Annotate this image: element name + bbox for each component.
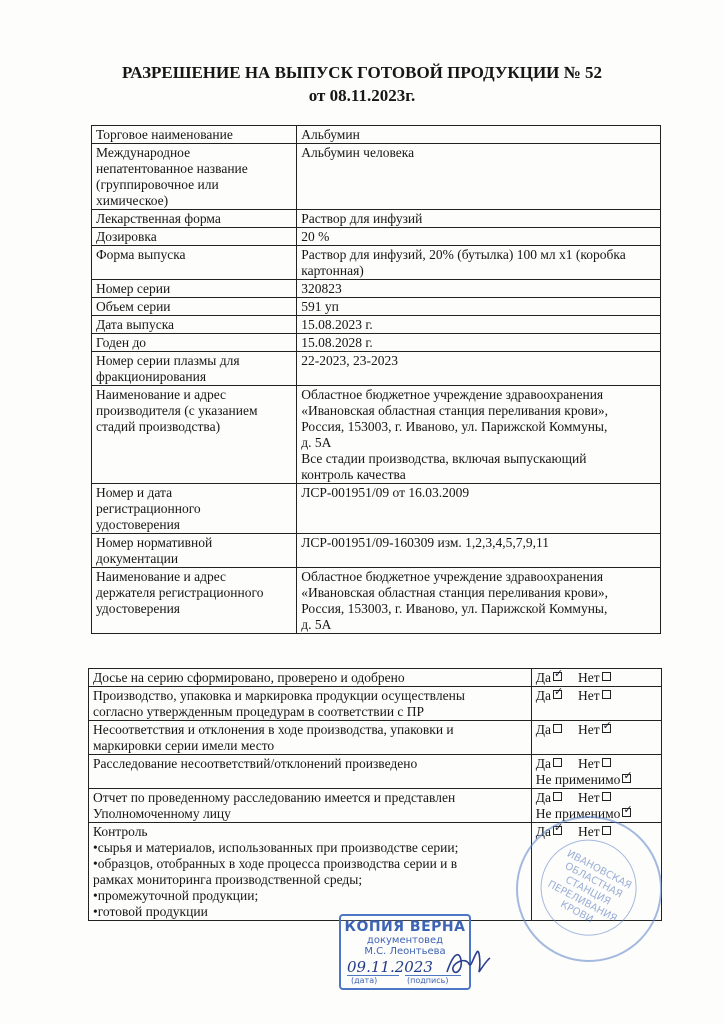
field-label: Дозировка	[92, 228, 297, 246]
no-label: Нет	[577, 756, 600, 771]
checklist-question: Несоответствия и отклонения в ходе производства, упаковки и маркировки серии имели место	[89, 721, 532, 755]
product-info-row	[92, 298, 661, 316]
checklist-row	[89, 721, 662, 755]
date-caption: (дата)	[351, 976, 378, 985]
field-label: Годен до	[92, 334, 297, 352]
checklist-question: Контроль •сырья и материалов, использованных при производстве серии; •образцов, отобранных в ходе процесса производства серии и в рамках мониторинга производственной среды; •промежуточной продукции; •готовой продукции	[89, 823, 532, 921]
field-label: Дата выпуска	[92, 316, 297, 334]
field-value: 15.08.2023 г.	[297, 316, 661, 334]
field-value: 15.08.2028 г.	[297, 334, 661, 352]
product-info-row	[92, 144, 661, 210]
no-option	[578, 790, 613, 805]
field-label: Международное непатентованное название (группировочное или химическое)	[92, 144, 297, 210]
product-info-row	[92, 568, 661, 634]
document-title: РАЗРЕШЕНИЕ НА ВЫПУСК ГОТОВОЙ ПРОДУКЦИИ № 52	[122, 63, 602, 82]
yes-label: Да	[535, 756, 551, 771]
yes-option	[536, 688, 564, 703]
no-label: Нет	[577, 688, 600, 703]
document-date: от 08.11.2023г.	[308, 86, 416, 105]
no-option	[578, 670, 613, 685]
no-label: Нет	[577, 722, 600, 737]
yes-label: Да	[535, 688, 551, 703]
no-option	[578, 756, 613, 771]
field-value: ЛСР-001951/09-160309 изм. 1,2,3,4,5,7,9,11	[297, 534, 661, 568]
yes-no-line	[536, 670, 657, 686]
field-label: Форма выпуска	[92, 246, 297, 280]
field-value: Альбумин	[297, 126, 661, 144]
field-label: Наименование и адрес держателя регистрационного удостоверения	[92, 568, 297, 634]
checklist-row	[89, 669, 662, 687]
empty-checkbox-icon	[553, 758, 562, 767]
yes-label: Да	[535, 790, 551, 805]
not-applicable-line	[536, 772, 657, 788]
field-value: 320823	[297, 280, 661, 298]
copy-stamp-name: М.С. Леонтьева	[364, 946, 446, 957]
field-value: Областное бюджетное учреждение здравоохранения «Ивановская областная станция переливания крови», Россия, 153003, г. Иваново, ул. Парижской Коммуны, д. 5А	[297, 568, 661, 634]
checklist-answer	[531, 687, 661, 721]
field-label: Номер и дата регистрационного удостоверения	[92, 484, 297, 534]
empty-checkbox-icon	[602, 758, 611, 767]
product-info-row	[92, 484, 661, 534]
seal-text: ИВАНОВСКАЯ ОБЛАСТНАЯ СТАНЦИЯ ПЕРЕЛИВАНИЯ КРОВИ	[545, 848, 634, 926]
checked-checkbox-icon	[622, 774, 631, 783]
yes-no-line	[536, 688, 657, 704]
product-info-row	[92, 386, 661, 484]
not-applicable-label: Не применимо	[535, 806, 621, 821]
empty-checkbox-icon	[602, 792, 611, 801]
yes-label: Да	[535, 722, 551, 737]
copy-stamp-heading: КОПИЯ ВЕРНА	[344, 919, 466, 935]
product-info-row	[92, 246, 661, 280]
field-value: 20 %	[297, 228, 661, 246]
checklist-row	[89, 755, 662, 789]
field-value: Областное бюджетное учреждение здравоохранения «Ивановская областная станция переливания крови», Россия, 153003, г. Иваново, ул. Парижской Коммуны, д. 5А Все стадии производства, включая выпускающий контроль качества	[297, 386, 661, 484]
product-info-row	[92, 280, 661, 298]
yes-option	[536, 756, 564, 771]
yes-option	[536, 670, 564, 685]
not-applicable-label: Не применимо	[535, 772, 621, 787]
yes-label: Да	[535, 670, 551, 685]
product-info-row	[92, 534, 661, 568]
field-value: 22-2023, 23-2023	[297, 352, 661, 386]
yes-no-line	[536, 790, 657, 806]
field-label: Номер нормативной документации	[92, 534, 297, 568]
no-label: Нет	[577, 670, 600, 685]
field-value: Альбумин человека	[297, 144, 661, 210]
checklist-row	[89, 687, 662, 721]
field-label: Торговое наименование	[92, 126, 297, 144]
no-option	[578, 688, 613, 703]
product-info-row	[92, 210, 661, 228]
checked-checkbox-icon	[553, 690, 562, 699]
yes-option	[536, 790, 564, 805]
field-label: Номер серии	[92, 280, 297, 298]
yes-no-line	[536, 722, 657, 738]
product-info-row	[92, 228, 661, 246]
checklist-answer	[531, 755, 661, 789]
empty-checkbox-icon	[553, 792, 562, 801]
field-label: Объем серии	[92, 298, 297, 316]
checklist-question: Производство, упаковка и маркировка продукции осуществлены согласно утвержденным процедурам в соответствии с ПР	[89, 687, 532, 721]
checked-checkbox-icon	[553, 672, 562, 681]
handwritten-signature	[443, 946, 493, 980]
checklist-question: Отчет по проведенному расследованию имеется и представлен Уполномоченному лицу	[89, 789, 532, 823]
checklist-question: Досье на серию сформировано, проверено и одобрено	[89, 669, 532, 687]
no-option	[578, 722, 613, 737]
checklist-answer	[531, 721, 661, 755]
field-label: Наименование и адрес производителя (с указанием стадий производства)	[92, 386, 297, 484]
checklist-answer	[531, 669, 661, 687]
no-label: Нет	[577, 824, 600, 839]
copy-stamp-position: документовед	[366, 935, 444, 946]
empty-checkbox-icon	[602, 690, 611, 699]
checklist-question: Расследование несоответствий/отклонений произведено	[89, 755, 532, 789]
no-label: Нет	[577, 790, 600, 805]
field-value: Раствор для инфузий	[297, 210, 661, 228]
not-applicable-option	[536, 772, 634, 787]
yes-option	[536, 722, 564, 737]
empty-checkbox-icon	[602, 672, 611, 681]
field-value: ЛСР-001951/09 от 16.03.2009	[297, 484, 661, 534]
checked-checkbox-icon	[602, 724, 611, 733]
empty-checkbox-icon	[553, 724, 562, 733]
field-value: 591 уп	[297, 298, 661, 316]
signature-caption: (подпись)	[407, 976, 449, 985]
copy-stamp-date: 09.11.2023	[347, 958, 433, 976]
product-info-row	[92, 352, 661, 386]
product-info-row	[92, 126, 661, 144]
product-info-table	[91, 125, 661, 634]
checked-checkbox-icon	[622, 808, 631, 817]
yes-label: Да	[535, 824, 551, 839]
field-label: Лекарственная форма	[92, 210, 297, 228]
field-value: Раствор для инфузий, 20% (бутылка) 100 мл х1 (коробка картонная)	[297, 246, 661, 280]
field-label: Номер серии плазмы для фракционирования	[92, 352, 297, 386]
product-info-row	[92, 334, 661, 352]
yes-no-line	[536, 756, 657, 772]
product-info-row	[92, 316, 661, 334]
